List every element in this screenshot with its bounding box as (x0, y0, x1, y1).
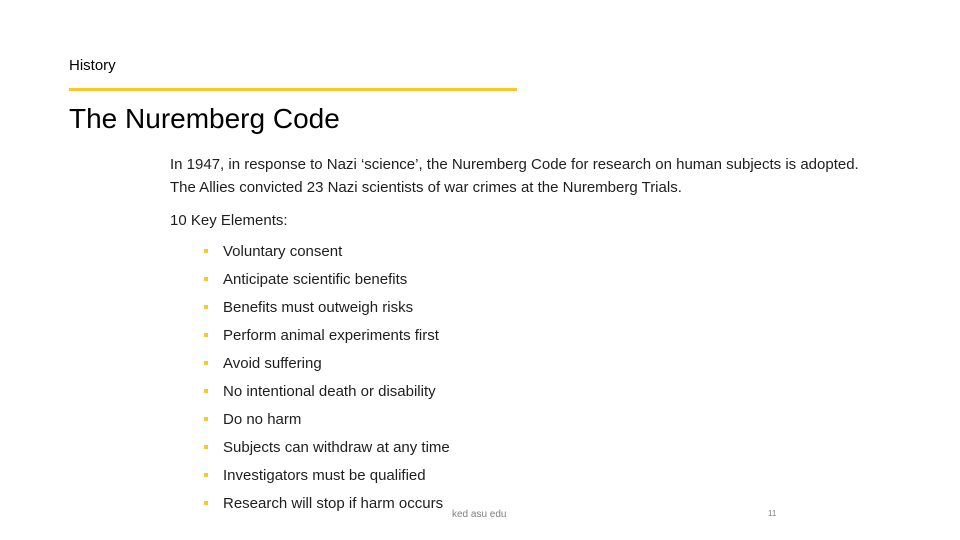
list-item (204, 461, 450, 489)
square-bullet-icon (204, 249, 208, 253)
square-bullet-icon (204, 501, 208, 505)
elements-heading: 10 Key Elements: (170, 212, 288, 229)
square-bullet-icon (204, 333, 208, 337)
square-bullet-icon (204, 417, 208, 421)
list-item (204, 237, 450, 265)
list-item (204, 433, 450, 461)
list-item-label: Investigators must be qualified (223, 466, 426, 484)
list-item-label: No intentional death or disability (223, 382, 436, 400)
square-bullet-icon (204, 445, 208, 449)
square-bullet-icon (204, 473, 208, 477)
list-item (204, 265, 450, 293)
intro-paragraph: In 1947, in response to Nazi ‘science’, the Nuremberg Code for research on human subjects is adopted. The Allies convicted 23 Nazi scientists of war crimes at the Nuremberg Trials. (170, 156, 859, 196)
list-item-label: Perform animal experiments first (223, 326, 439, 344)
square-bullet-icon (204, 305, 208, 309)
square-bullet-icon (204, 389, 208, 393)
list-item (204, 489, 450, 517)
list-item (204, 321, 450, 349)
list-item-label: Subjects can withdraw at any time (223, 438, 450, 456)
list-item-label: Voluntary consent (223, 242, 343, 260)
list-item (204, 293, 450, 321)
footer-text: ked asu edu (452, 509, 507, 520)
title-underline (69, 88, 517, 91)
list-item-label: Research will stop if harm occurs (223, 494, 444, 512)
list-item-label: Do no harm (223, 410, 302, 428)
key-elements-list (204, 237, 450, 517)
list-item (204, 405, 450, 433)
page-title: The Nuremberg Code (69, 103, 340, 134)
list-item-label: Benefits must outweigh risks (223, 298, 414, 316)
list-item-label: Anticipate scientific benefits (223, 270, 408, 288)
list-item (204, 349, 450, 377)
list-item-label: Avoid suffering (223, 354, 322, 372)
list-item (204, 377, 450, 405)
square-bullet-icon (204, 361, 208, 365)
square-bullet-icon (204, 277, 208, 281)
page-number: 11 (768, 509, 777, 518)
section-label: History (69, 57, 116, 74)
